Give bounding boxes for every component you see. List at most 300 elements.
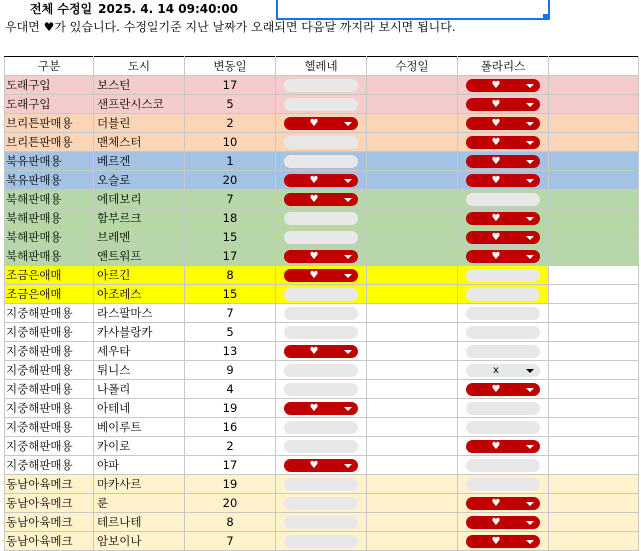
blank-cell[interactable]	[549, 475, 639, 494]
change-day-cell[interactable]: 19	[185, 475, 276, 494]
table-row	[5, 323, 639, 342]
polaris-dropdown-chip[interactable]	[466, 440, 540, 453]
dropdown-arrow-icon[interactable]	[526, 160, 534, 164]
helene-dropdown-chip[interactable]	[284, 497, 358, 510]
blank-cell[interactable]	[549, 285, 639, 304]
edit-date-cell[interactable]	[367, 361, 458, 380]
dropdown-arrow-icon[interactable]	[344, 198, 352, 202]
dropdown-arrow-icon[interactable]	[526, 255, 534, 259]
polaris-cell[interactable]	[458, 171, 549, 190]
polaris-dropdown-chip[interactable]	[466, 288, 540, 301]
helene-chip-value: ♥	[309, 194, 319, 205]
change-day-cell[interactable]: 19	[185, 399, 276, 418]
polaris-dropdown-chip[interactable]	[466, 402, 540, 415]
change-day-cell[interactable]: 8	[185, 266, 276, 285]
blank-cell[interactable]	[549, 456, 639, 475]
polaris-dropdown-chip[interactable]	[466, 307, 540, 320]
edit-date-cell[interactable]	[367, 304, 458, 323]
dropdown-arrow-icon[interactable]	[526, 141, 534, 145]
helene-dropdown-chip[interactable]	[284, 516, 358, 529]
blank-cell[interactable]	[549, 532, 639, 551]
city-cell[interactable]: 샌프란시스코	[94, 95, 185, 114]
helene-dropdown-chip[interactable]	[284, 364, 358, 377]
edit-date-cell[interactable]	[367, 95, 458, 114]
polaris-cell[interactable]	[458, 285, 549, 304]
blank-cell[interactable]	[549, 266, 639, 285]
change-day-cell[interactable]: 7	[185, 304, 276, 323]
category-cell[interactable]: 북유판매용	[5, 152, 94, 171]
blank-cell[interactable]	[549, 152, 639, 171]
category-cell[interactable]: 지중해판매용	[5, 437, 94, 456]
helene-dropdown-chip[interactable]	[284, 440, 358, 453]
city-cell[interactable]: 더블린	[94, 114, 185, 133]
dropdown-arrow-icon[interactable]	[344, 350, 352, 354]
category-cell[interactable]: 지중해판매용	[5, 361, 94, 380]
dropdown-arrow-icon[interactable]	[526, 502, 534, 506]
edit-date-cell[interactable]	[367, 266, 458, 285]
category-cell[interactable]: 북해판매용	[5, 190, 94, 209]
city-cell[interactable]: 에데보리	[94, 190, 185, 209]
polaris-cell[interactable]	[458, 361, 549, 380]
column-header-polaris[interactable]: 폴라리스	[458, 57, 549, 76]
polaris-cell[interactable]	[458, 323, 549, 342]
change-day-cell[interactable]: 15	[185, 228, 276, 247]
dropdown-arrow-icon[interactable]	[526, 369, 534, 373]
dropdown-arrow-icon[interactable]	[344, 464, 352, 468]
category-cell[interactable]: 조금은애매	[5, 266, 94, 285]
blank-cell[interactable]	[549, 342, 639, 361]
city-cell[interactable]: 베이루트	[94, 418, 185, 437]
helene-cell[interactable]	[276, 399, 367, 418]
blank-cell[interactable]	[549, 437, 639, 456]
table-row	[5, 114, 639, 133]
polaris-cell[interactable]	[458, 133, 549, 152]
city-cell[interactable]: 오슬로	[94, 171, 185, 190]
change-day-cell[interactable]: 5	[185, 323, 276, 342]
table-row	[5, 418, 639, 437]
table-row	[5, 190, 639, 209]
city-cell[interactable]: 맨체스터	[94, 133, 185, 152]
blank-cell[interactable]	[549, 361, 639, 380]
edit-date-cell[interactable]	[367, 228, 458, 247]
table-row	[5, 532, 639, 551]
helene-dropdown-chip[interactable]	[284, 98, 358, 111]
helene-cell[interactable]	[276, 323, 367, 342]
polaris-chip-value: ♥	[491, 213, 501, 224]
blank-cell[interactable]	[549, 418, 639, 437]
dropdown-arrow-icon[interactable]	[526, 179, 534, 183]
table-row	[5, 171, 639, 190]
helene-dropdown-chip[interactable]	[284, 174, 358, 187]
category-cell[interactable]: 동남아육메크	[5, 532, 94, 551]
polaris-cell[interactable]	[458, 418, 549, 437]
polaris-cell[interactable]	[458, 76, 549, 95]
polaris-dropdown-chip[interactable]	[466, 269, 540, 282]
dropdown-arrow-icon[interactable]	[526, 388, 534, 392]
title-line	[30, 0, 244, 19]
blank-cell[interactable]	[549, 209, 639, 228]
change-day-cell[interactable]: 13	[185, 342, 276, 361]
helene-chip-value: ♥	[309, 251, 319, 262]
table-row	[5, 437, 639, 456]
polaris-dropdown-chip[interactable]	[466, 174, 540, 187]
helene-cell[interactable]	[276, 266, 367, 285]
polaris-cell[interactable]	[458, 114, 549, 133]
category-cell[interactable]: 지중해판매용	[5, 380, 94, 399]
polaris-dropdown-chip[interactable]	[466, 421, 540, 434]
polaris-dropdown-chip[interactable]	[466, 478, 540, 491]
city-cell[interactable]: 암보이나	[94, 532, 185, 551]
note-line: 우대면 ♥가 있습니다. 수정일기준 지난 날짜가 오래되면 다음달 까지라 보시면 됩니다.	[5, 20, 456, 34]
helene-dropdown-chip[interactable]	[284, 421, 358, 434]
change-day-cell[interactable]: 5	[185, 95, 276, 114]
category-cell[interactable]: 동남아육메크	[5, 513, 94, 532]
edit-date-cell[interactable]	[367, 209, 458, 228]
dropdown-arrow-icon[interactable]	[526, 521, 534, 525]
blank-cell[interactable]	[549, 304, 639, 323]
polaris-cell[interactable]	[458, 95, 549, 114]
category-cell[interactable]: 동남아육메크	[5, 494, 94, 513]
category-cell[interactable]: 조금은애매	[5, 285, 94, 304]
helene-dropdown-chip[interactable]	[284, 307, 358, 320]
blank-cell[interactable]	[549, 513, 639, 532]
helene-cell[interactable]	[276, 475, 367, 494]
table-row	[5, 304, 639, 323]
city-cell[interactable]: 앤트워프	[94, 247, 185, 266]
table-row	[5, 494, 639, 513]
table-row	[5, 456, 639, 475]
change-day-cell[interactable]: 1	[185, 152, 276, 171]
polaris-dropdown-chip[interactable]	[466, 79, 540, 92]
helene-cell[interactable]	[276, 171, 367, 190]
polaris-cell[interactable]	[458, 152, 549, 171]
change-day-cell[interactable]: 16	[185, 418, 276, 437]
category-cell[interactable]: 지중해판매용	[5, 304, 94, 323]
dropdown-arrow-icon[interactable]	[344, 274, 352, 278]
polaris-chip-value: ♥	[491, 137, 501, 148]
edit-date-cell[interactable]	[367, 513, 458, 532]
polaris-dropdown-chip[interactable]	[466, 326, 540, 339]
helene-cell[interactable]	[276, 456, 367, 475]
helene-cell[interactable]	[276, 513, 367, 532]
edit-date-cell[interactable]	[367, 323, 458, 342]
city-cell[interactable]: 아테네	[94, 399, 185, 418]
polaris-dropdown-chip[interactable]	[466, 345, 540, 358]
blank-cell[interactable]	[549, 494, 639, 513]
helene-cell[interactable]	[276, 152, 367, 171]
blank-cell[interactable]	[549, 247, 639, 266]
table-row	[5, 228, 639, 247]
edit-date-cell[interactable]	[367, 152, 458, 171]
table-row	[5, 285, 639, 304]
blank-cell[interactable]	[549, 114, 639, 133]
helene-cell[interactable]	[276, 437, 367, 456]
helene-dropdown-chip[interactable]	[284, 269, 358, 282]
helene-dropdown-chip[interactable]	[284, 155, 358, 168]
edit-date-cell[interactable]	[367, 437, 458, 456]
edit-date-cell[interactable]	[367, 456, 458, 475]
polaris-chip-value: x	[493, 365, 499, 376]
helene-chip-value: ♥	[309, 403, 319, 414]
polaris-cell[interactable]	[458, 266, 549, 285]
change-day-cell[interactable]: 18	[185, 209, 276, 228]
category-cell[interactable]: 지중해판매용	[5, 323, 94, 342]
city-cell[interactable]: 라스팔마스	[94, 304, 185, 323]
helene-cell[interactable]	[276, 418, 367, 437]
change-day-cell[interactable]: 9	[185, 361, 276, 380]
polaris-dropdown-chip[interactable]	[466, 98, 540, 111]
helene-dropdown-chip[interactable]	[284, 383, 358, 396]
change-day-cell[interactable]: 8	[185, 513, 276, 532]
city-cell[interactable]: 마카사르	[94, 475, 185, 494]
polaris-dropdown-chip[interactable]	[466, 212, 540, 225]
helene-dropdown-chip[interactable]	[284, 345, 358, 358]
edit-date-cell[interactable]	[367, 475, 458, 494]
polaris-cell[interactable]	[458, 399, 549, 418]
helene-dropdown-chip[interactable]	[284, 231, 358, 244]
column-header-edit-date[interactable]: 수정일	[367, 57, 458, 76]
helene-dropdown-chip[interactable]	[284, 136, 358, 149]
helene-dropdown-chip[interactable]	[284, 535, 358, 548]
city-cell[interactable]: 함부르크	[94, 209, 185, 228]
polaris-cell[interactable]	[458, 475, 549, 494]
table-row	[5, 342, 639, 361]
category-cell[interactable]: 지중해판매용	[5, 342, 94, 361]
dropdown-arrow-icon[interactable]	[344, 255, 352, 259]
change-day-cell[interactable]: 20	[185, 494, 276, 513]
edit-date-cell[interactable]	[367, 114, 458, 133]
polaris-dropdown-chip[interactable]	[466, 155, 540, 168]
polaris-cell[interactable]	[458, 380, 549, 399]
polaris-cell[interactable]	[458, 494, 549, 513]
header-row	[5, 57, 639, 76]
edit-date-cell[interactable]	[367, 190, 458, 209]
helene-cell[interactable]	[276, 304, 367, 323]
category-cell[interactable]: 브리튼판매용	[5, 133, 94, 152]
polaris-dropdown-chip[interactable]	[466, 497, 540, 510]
helene-chip-value: ♥	[309, 270, 319, 281]
dropdown-arrow-icon[interactable]	[526, 540, 534, 544]
category-cell[interactable]: 북해판매용	[5, 247, 94, 266]
table-row	[5, 133, 639, 152]
selected-cell[interactable]	[276, 0, 550, 20]
edit-date-cell[interactable]	[367, 285, 458, 304]
dropdown-arrow-icon[interactable]	[344, 179, 352, 183]
dropdown-arrow-icon[interactable]	[526, 236, 534, 240]
blank-cell[interactable]	[549, 323, 639, 342]
change-day-cell[interactable]: 7	[185, 532, 276, 551]
polaris-dropdown-chip[interactable]	[466, 383, 540, 396]
helene-dropdown-chip[interactable]	[284, 288, 358, 301]
helene-dropdown-chip[interactable]	[284, 212, 358, 225]
blank-cell[interactable]	[549, 171, 639, 190]
helene-chip-value: ♥	[309, 460, 319, 471]
edit-date-cell[interactable]	[367, 76, 458, 95]
helene-cell[interactable]	[276, 361, 367, 380]
helene-cell[interactable]	[276, 190, 367, 209]
polaris-dropdown-chip[interactable]	[466, 231, 540, 244]
dropdown-arrow-icon[interactable]	[526, 445, 534, 449]
helene-cell[interactable]	[276, 133, 367, 152]
helene-cell[interactable]	[276, 380, 367, 399]
helene-dropdown-chip[interactable]	[284, 402, 358, 415]
helene-cell[interactable]	[276, 209, 367, 228]
change-day-cell[interactable]: 17	[185, 456, 276, 475]
table-row	[5, 513, 639, 532]
category-cell[interactable]: 브리튼판매용	[5, 114, 94, 133]
blank-cell[interactable]	[549, 76, 639, 95]
polaris-cell[interactable]	[458, 247, 549, 266]
helene-cell[interactable]	[276, 285, 367, 304]
city-cell[interactable]: 나폴리	[94, 380, 185, 399]
helene-dropdown-chip[interactable]	[284, 79, 358, 92]
edit-date-cell[interactable]	[367, 171, 458, 190]
dropdown-arrow-icon[interactable]	[526, 217, 534, 221]
dropdown-arrow-icon[interactable]	[526, 84, 534, 88]
polaris-dropdown-chip[interactable]	[466, 193, 540, 206]
helene-cell[interactable]	[276, 228, 367, 247]
polaris-dropdown-chip[interactable]	[466, 535, 540, 548]
change-day-cell[interactable]: 7	[185, 190, 276, 209]
polaris-chip-value: ♥	[491, 232, 501, 243]
helene-chip-value: ♥	[309, 346, 319, 357]
title-label: 전체 수정일	[30, 2, 93, 16]
change-day-cell[interactable]: 4	[185, 380, 276, 399]
helene-dropdown-chip[interactable]	[284, 117, 358, 130]
city-cell[interactable]: 세우타	[94, 342, 185, 361]
blank-cell[interactable]	[549, 399, 639, 418]
helene-cell[interactable]	[276, 247, 367, 266]
polaris-chip-value: ♥	[491, 517, 501, 528]
column-header-change-day[interactable]: 변동일	[185, 57, 276, 76]
polaris-chip-value: ♥	[491, 156, 501, 167]
blank-cell[interactable]	[549, 190, 639, 209]
blank-cell[interactable]	[549, 380, 639, 399]
change-day-cell[interactable]: 2	[185, 114, 276, 133]
polaris-dropdown-chip[interactable]	[466, 117, 540, 130]
helene-dropdown-chip[interactable]	[284, 459, 358, 472]
polaris-cell[interactable]	[458, 228, 549, 247]
city-cell[interactable]: 카사블랑카	[94, 323, 185, 342]
polaris-dropdown-chip[interactable]	[466, 516, 540, 529]
helene-dropdown-chip[interactable]	[284, 326, 358, 339]
city-cell[interactable]: 튀니스	[94, 361, 185, 380]
edit-date-cell[interactable]	[367, 494, 458, 513]
edit-date-cell[interactable]	[367, 399, 458, 418]
edit-date-cell[interactable]	[367, 532, 458, 551]
column-header-helene[interactable]: 헬레네	[276, 57, 367, 76]
helene-dropdown-chip[interactable]	[284, 250, 358, 263]
edit-date-cell[interactable]	[367, 247, 458, 266]
polaris-chip-value: ♥	[491, 80, 501, 91]
city-cell[interactable]: 아르긴	[94, 266, 185, 285]
category-cell[interactable]: 북유판매용	[5, 171, 94, 190]
edit-date-cell[interactable]	[367, 418, 458, 437]
helene-cell[interactable]	[276, 76, 367, 95]
change-day-cell[interactable]: 10	[185, 133, 276, 152]
edit-date-cell[interactable]	[367, 133, 458, 152]
category-cell[interactable]: 북해판매용	[5, 228, 94, 247]
change-day-cell[interactable]: 17	[185, 76, 276, 95]
helene-cell[interactable]	[276, 532, 367, 551]
category-cell[interactable]: 지중해판매용	[5, 399, 94, 418]
category-cell[interactable]: 지중해판매용	[5, 456, 94, 475]
polaris-chip-value: ♥	[491, 536, 501, 547]
polaris-cell[interactable]	[458, 190, 549, 209]
edit-date-cell[interactable]	[367, 342, 458, 361]
polaris-dropdown-chip[interactable]	[466, 364, 540, 377]
table-row	[5, 266, 639, 285]
city-cell[interactable]: 카이로	[94, 437, 185, 456]
polaris-cell[interactable]	[458, 532, 549, 551]
polaris-chip-value: ♥	[491, 99, 501, 110]
category-cell[interactable]: 지중해판매용	[5, 418, 94, 437]
helene-cell[interactable]	[276, 494, 367, 513]
change-day-cell[interactable]: 20	[185, 171, 276, 190]
polaris-cell[interactable]	[458, 513, 549, 532]
change-day-cell[interactable]: 15	[185, 285, 276, 304]
category-cell[interactable]: 동남아육메크	[5, 475, 94, 494]
dropdown-arrow-icon[interactable]	[526, 103, 534, 107]
polaris-cell[interactable]	[458, 209, 549, 228]
change-day-cell[interactable]: 17	[185, 247, 276, 266]
polaris-cell[interactable]	[458, 456, 549, 475]
polaris-dropdown-chip[interactable]	[466, 136, 540, 149]
category-cell[interactable]: 도래구입	[5, 95, 94, 114]
polaris-chip-value: ♥	[491, 441, 501, 452]
city-cell[interactable]: 테르나테	[94, 513, 185, 532]
category-cell[interactable]: 북해판매용	[5, 209, 94, 228]
category-cell[interactable]: 도래구입	[5, 76, 94, 95]
polaris-chip-value: ♥	[491, 118, 501, 129]
polaris-dropdown-chip[interactable]	[466, 250, 540, 263]
dropdown-arrow-icon[interactable]	[526, 122, 534, 126]
column-header-blank[interactable]	[549, 57, 639, 76]
blank-cell[interactable]	[549, 133, 639, 152]
table-row	[5, 475, 639, 494]
city-cell[interactable]: 베르겐	[94, 152, 185, 171]
column-header-city[interactable]: 도시	[94, 57, 185, 76]
edit-date-cell[interactable]	[367, 380, 458, 399]
blank-cell[interactable]	[549, 228, 639, 247]
helene-chip-value: ♥	[309, 175, 319, 186]
helene-dropdown-chip[interactable]	[284, 478, 358, 491]
helene-chip-value: ♥	[309, 118, 319, 129]
city-cell[interactable]: 야파	[94, 456, 185, 475]
city-cell[interactable]: 룬	[94, 494, 185, 513]
polaris-cell[interactable]	[458, 342, 549, 361]
city-cell[interactable]: 브레멘	[94, 228, 185, 247]
table-row	[5, 247, 639, 266]
fill-handle[interactable]	[543, 14, 549, 20]
change-day-cell[interactable]: 2	[185, 437, 276, 456]
polaris-dropdown-chip[interactable]	[466, 459, 540, 472]
helene-cell[interactable]	[276, 95, 367, 114]
dropdown-arrow-icon[interactable]	[344, 407, 352, 411]
helene-cell[interactable]	[276, 342, 367, 361]
helene-cell[interactable]	[276, 114, 367, 133]
blank-cell[interactable]	[549, 95, 639, 114]
polaris-cell[interactable]	[458, 437, 549, 456]
city-cell[interactable]: 아조레스	[94, 285, 185, 304]
city-cell[interactable]: 보스턴	[94, 76, 185, 95]
column-header-category[interactable]: 구분	[5, 57, 94, 76]
polaris-cell[interactable]	[458, 304, 549, 323]
helene-dropdown-chip[interactable]	[284, 193, 358, 206]
dropdown-arrow-icon[interactable]	[344, 122, 352, 126]
table-row	[5, 361, 639, 380]
polaris-chip-value: ♥	[491, 498, 501, 509]
